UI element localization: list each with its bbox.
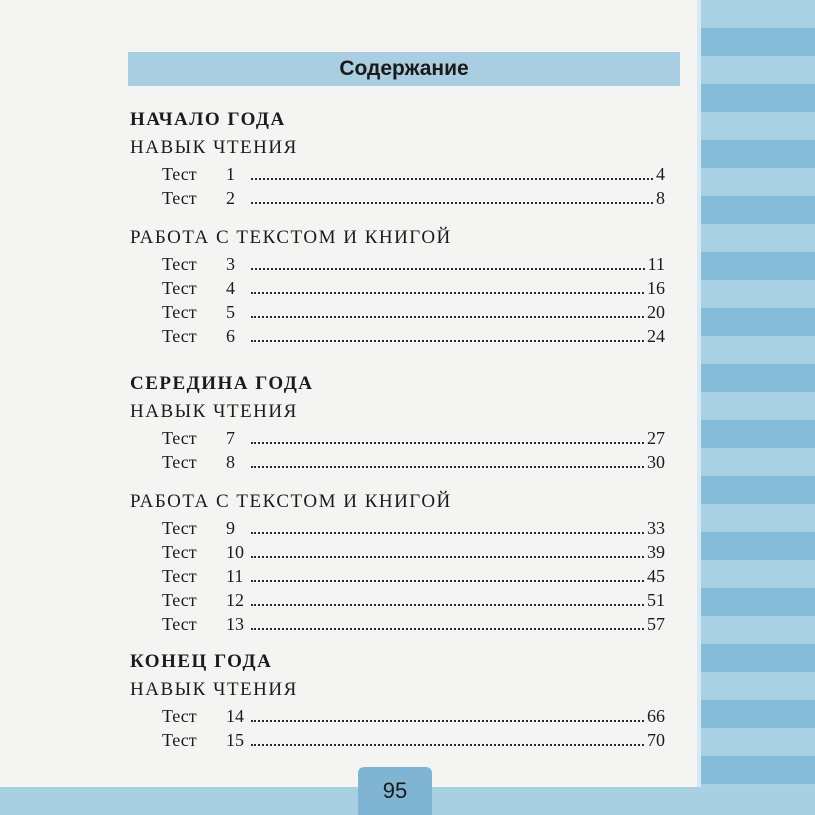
entry-label: Тест xyxy=(162,542,197,562)
entry-number: 15 xyxy=(226,730,244,750)
entry-page: 33 xyxy=(647,518,665,538)
dot-leader xyxy=(251,163,653,180)
section-subtitle: НАВЫК ЧТЕНИЯ xyxy=(130,679,298,700)
entry-page: 45 xyxy=(647,566,665,586)
entry-page: 11 xyxy=(647,254,665,274)
entry-number: 3 xyxy=(226,254,235,274)
entry-label: Тест xyxy=(162,326,197,346)
toc-entry[interactable] xyxy=(162,426,665,450)
section-title: НАЧАЛО ГОДА xyxy=(130,109,286,130)
entry-page: 4 xyxy=(656,164,665,184)
toc-section xyxy=(130,224,665,348)
entry-label: Тест xyxy=(162,730,197,750)
toc-entry[interactable] xyxy=(162,728,665,752)
toc-entry[interactable] xyxy=(162,300,665,324)
entry-label: Тест xyxy=(162,590,197,610)
toc-entry[interactable] xyxy=(162,276,665,300)
entry-number: 2 xyxy=(226,188,235,208)
entry-number: 10 xyxy=(226,542,244,562)
section-title: СЕРЕДИНА ГОДА xyxy=(130,373,314,394)
section-subtitle: НАВЫК ЧТЕНИЯ xyxy=(130,401,298,422)
entry-page: 24 xyxy=(647,326,665,346)
entry-number: 12 xyxy=(226,590,244,610)
dot-leader xyxy=(251,729,644,746)
toc-entry[interactable] xyxy=(162,162,665,186)
entry-page: 66 xyxy=(647,706,665,726)
page-title: Содержание xyxy=(339,57,469,80)
entry-number: 9 xyxy=(226,518,235,538)
entry-label: Тест xyxy=(162,452,197,472)
toc-entry[interactable] xyxy=(162,588,665,612)
entry-label: Тест xyxy=(162,254,197,274)
toc-entry[interactable] xyxy=(162,540,665,564)
table-of-contents xyxy=(130,106,665,752)
toc-section xyxy=(130,370,665,474)
entry-page: 16 xyxy=(647,278,665,298)
section-title: КОНЕЦ ГОДА xyxy=(130,651,273,672)
dot-leader xyxy=(251,589,644,606)
dot-leader xyxy=(251,277,644,294)
entry-page: 8 xyxy=(656,188,665,208)
entry-label: Тест xyxy=(162,428,197,448)
section-subtitle: РАБОТА С ТЕКСТОМ И КНИГОЙ xyxy=(130,227,452,248)
entry-label: Тест xyxy=(162,188,197,208)
toc-section xyxy=(130,488,665,636)
dot-leader xyxy=(251,565,644,582)
entry-label: Тест xyxy=(162,566,197,586)
toc-entry[interactable] xyxy=(162,324,665,348)
entry-page: 51 xyxy=(647,590,665,610)
entry-number: 5 xyxy=(226,302,235,322)
entry-page: 20 xyxy=(647,302,665,322)
page-number: 95 xyxy=(358,767,432,815)
entry-number: 7 xyxy=(226,428,235,448)
toc-entry[interactable] xyxy=(162,564,665,588)
entry-label: Тест xyxy=(162,614,197,634)
entry-page: 70 xyxy=(647,730,665,750)
dot-leader xyxy=(251,187,653,204)
entry-number: 11 xyxy=(226,566,244,586)
entry-number: 1 xyxy=(226,164,235,184)
entry-label: Тест xyxy=(162,706,197,726)
entry-label: Тест xyxy=(162,278,197,298)
entry-number: 14 xyxy=(226,706,244,726)
toc-entry[interactable] xyxy=(162,516,665,540)
dot-leader xyxy=(251,301,644,318)
toc-entry[interactable] xyxy=(162,450,665,474)
entry-page: 57 xyxy=(647,614,665,634)
decorative-side-stripes xyxy=(697,0,815,815)
section-subtitle: РАБОТА С ТЕКСТОМ И КНИГОЙ xyxy=(130,491,452,512)
entry-number: 8 xyxy=(226,452,235,472)
entry-number: 6 xyxy=(226,326,235,346)
dot-leader xyxy=(251,517,644,534)
dot-leader xyxy=(251,451,644,468)
dot-leader xyxy=(251,705,644,722)
entry-label: Тест xyxy=(162,164,197,184)
section-subtitle: НАВЫК ЧТЕНИЯ xyxy=(130,137,298,158)
header-bar xyxy=(128,52,680,86)
dot-leader xyxy=(251,541,644,558)
entry-page: 30 xyxy=(647,452,665,472)
toc-entry[interactable] xyxy=(162,612,665,636)
dot-leader xyxy=(251,325,644,342)
dot-leader xyxy=(251,253,645,270)
toc-section xyxy=(130,648,665,752)
dot-leader xyxy=(251,427,644,444)
entry-number: 13 xyxy=(226,614,244,634)
entry-number: 4 xyxy=(226,278,235,298)
entry-page: 39 xyxy=(647,542,665,562)
entry-page: 27 xyxy=(647,428,665,448)
dot-leader xyxy=(251,613,644,630)
toc-section xyxy=(130,106,665,210)
entry-label: Тест xyxy=(162,518,197,538)
entry-label: Тест xyxy=(162,302,197,322)
toc-entry[interactable] xyxy=(162,186,665,210)
toc-entry[interactable] xyxy=(162,252,665,276)
toc-entry[interactable] xyxy=(162,704,665,728)
